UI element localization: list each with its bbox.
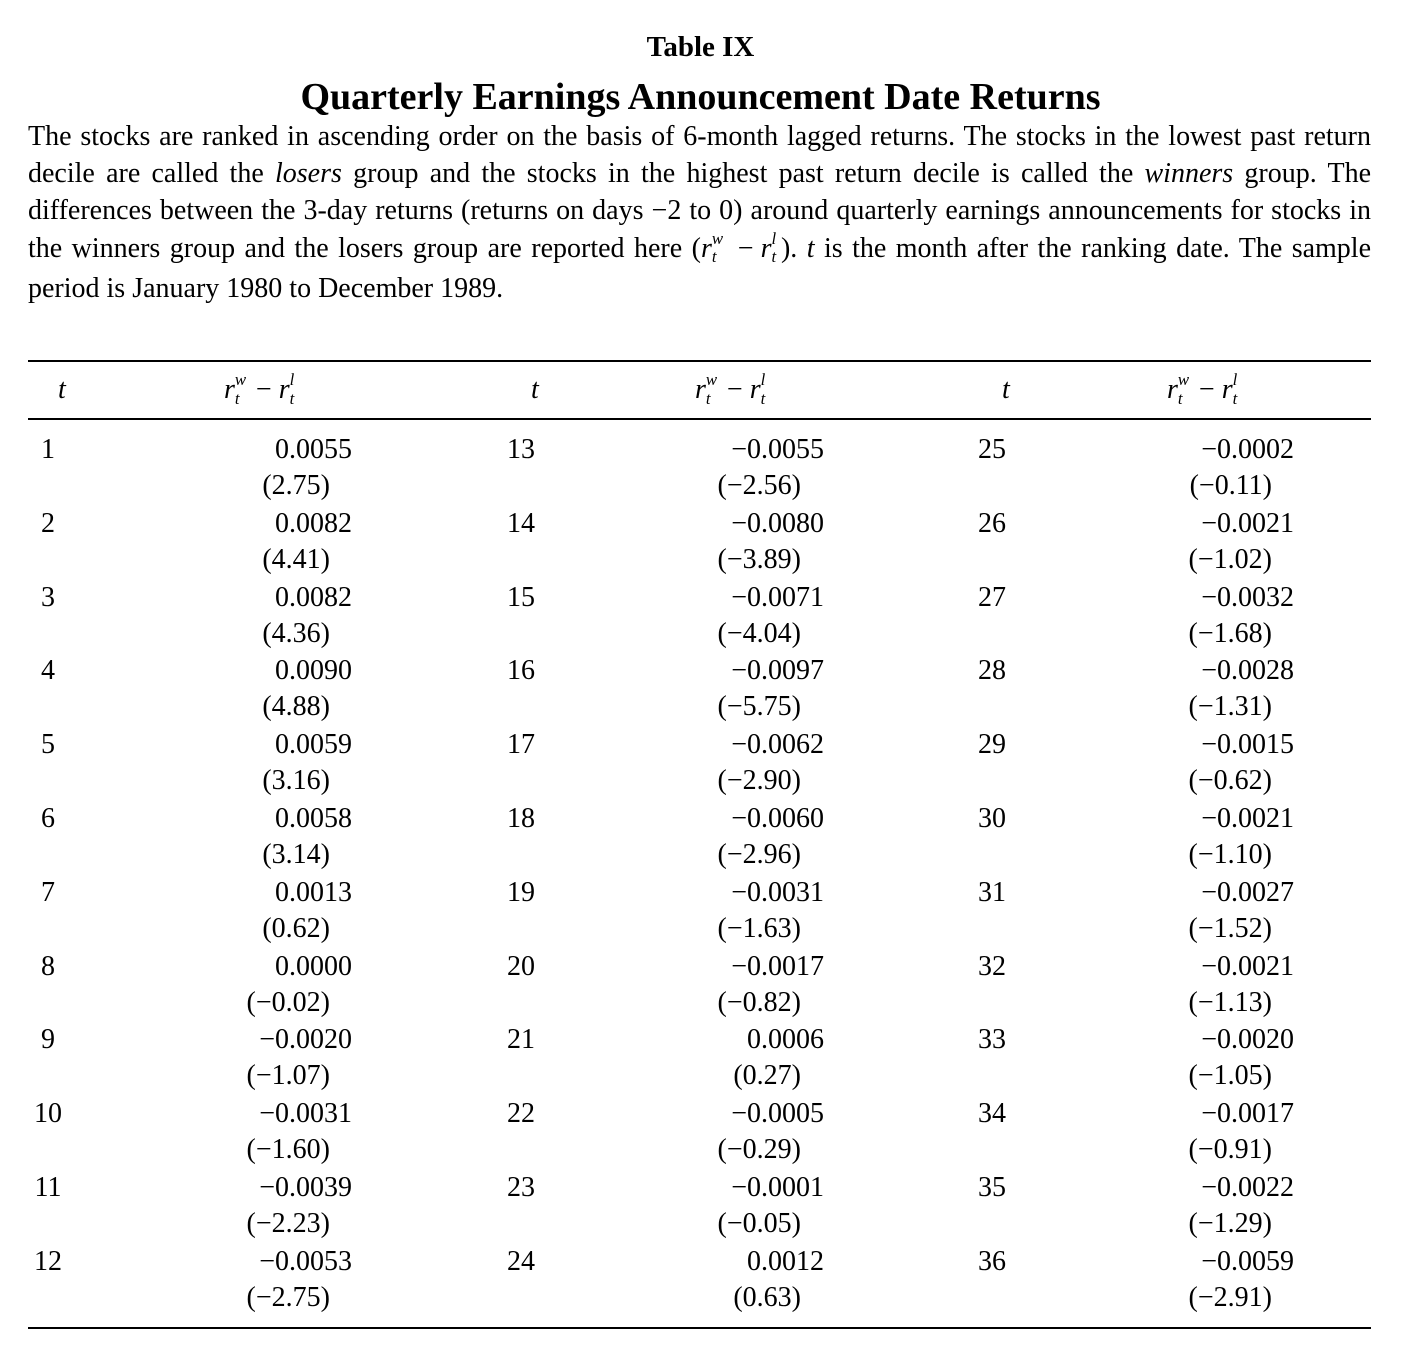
caption-text-4: ).: [780, 232, 807, 264]
top-rule: [28, 360, 1371, 362]
cell-t-statistic: (−0.82): [717, 986, 801, 1018]
cell-return-diff: −0.0020: [1201, 1024, 1294, 1056]
cell-t-statistic: (4.88): [262, 691, 330, 723]
cell-t-statistic: (−2.96): [717, 839, 801, 870]
cell-return-diff: −0.0060: [731, 803, 824, 834]
cell-t-statistic: (0.62): [262, 912, 330, 944]
cell-t-statistic: (−1.05): [1188, 1060, 1272, 1092]
cell-t: 16: [507, 655, 535, 687]
cell-t: 2: [41, 507, 55, 539]
cell-t: 33: [978, 1024, 1006, 1056]
header-t-2: t: [531, 374, 539, 405]
cell-t-statistic: (−5.75): [717, 691, 801, 723]
cell-t: 4: [41, 655, 55, 687]
header-diff-2: rwt − rlt: [695, 370, 766, 408]
cell-t: 26: [978, 507, 1006, 539]
cell-t: 25: [978, 434, 1006, 465]
cell-t-statistic: (−2.56): [717, 470, 801, 501]
cell-return-diff: −0.0028: [1201, 655, 1294, 687]
cell-t-statistic: (−0.29): [717, 1134, 801, 1166]
cell-t: 1: [41, 434, 55, 465]
cell-t-statistic: (4.36): [262, 617, 330, 649]
caption-winners-word: winners: [1144, 158, 1234, 190]
cell-t: 19: [507, 876, 535, 908]
cell-return-diff: −0.0053: [259, 1245, 352, 1277]
cell-t: 6: [41, 803, 55, 834]
cell-t: 15: [507, 581, 535, 613]
cell-t-statistic: (4.41): [262, 543, 330, 575]
cell-return-diff: −0.0031: [731, 876, 824, 908]
cell-return-diff: −0.0031: [259, 1098, 352, 1130]
cell-t: 12: [34, 1245, 62, 1277]
cell-return-diff: 0.0058: [275, 803, 352, 834]
cell-return-diff: 0.0082: [275, 507, 352, 539]
table-caption: [28, 118, 1371, 307]
cell-t-statistic: (−1.07): [246, 1060, 330, 1092]
cell-t-statistic: (0.63): [733, 1281, 801, 1313]
cell-t-statistic: (−1.13): [1188, 986, 1272, 1018]
cell-t: 14: [507, 507, 535, 539]
cell-t-statistic: (−1.52): [1188, 912, 1272, 944]
header-rule: [28, 418, 1371, 420]
cell-t-statistic: (3.16): [262, 765, 330, 797]
cell-t: 17: [507, 729, 535, 761]
cell-t: 20: [507, 950, 535, 982]
cell-t: 18: [507, 803, 535, 834]
cell-return-diff: −0.0039: [259, 1172, 352, 1203]
bottom-rule: [28, 1327, 1371, 1329]
cell-return-diff: −0.0020: [259, 1024, 352, 1056]
cell-t-statistic: (−2.23): [246, 1208, 330, 1239]
cell-t-statistic: (2.75): [262, 470, 330, 501]
cell-return-diff: −0.0002: [1201, 434, 1294, 465]
cell-return-diff: 0.0013: [275, 876, 352, 908]
cell-t: 13: [507, 434, 535, 465]
cell-return-diff: −0.0021: [1201, 507, 1294, 539]
cell-return-diff: −0.0001: [731, 1172, 824, 1203]
cell-t: 29: [978, 729, 1006, 761]
header-diff-1: rwt − rlt: [224, 370, 295, 408]
cell-t: 22: [507, 1098, 535, 1130]
cell-t-statistic: (−4.04): [717, 617, 801, 649]
cell-t: 7: [41, 876, 55, 908]
cell-t: 27: [978, 581, 1006, 613]
cell-return-diff: −0.0071: [731, 581, 824, 613]
cell-t: 36: [978, 1245, 1006, 1277]
cell-return-diff: 0.0055: [275, 434, 352, 465]
cell-t: 31: [978, 876, 1006, 908]
cell-return-diff: 0.0082: [275, 581, 352, 613]
cell-t-statistic: (−0.62): [1188, 765, 1272, 797]
cell-t: 11: [34, 1172, 62, 1203]
cell-t-statistic: (−1.63): [717, 912, 801, 944]
caption-text-5: is the month after the ranking date. The sample period is January 1980 to December 1989.: [28, 232, 1372, 304]
cell-return-diff: −0.0055: [731, 434, 824, 465]
caption-losers-word: losers: [275, 158, 342, 190]
cell-t: 10: [34, 1098, 62, 1130]
cell-t-statistic: (−2.75): [246, 1281, 330, 1313]
cell-return-diff: −0.0017: [1201, 1098, 1294, 1130]
cell-return-diff: −0.0021: [1201, 803, 1294, 834]
cell-t: 3: [41, 581, 55, 613]
cell-return-diff: 0.0059: [275, 729, 352, 761]
cell-t: 30: [978, 803, 1006, 834]
cell-return-diff: −0.0032: [1201, 581, 1294, 613]
header-t-1: t: [58, 374, 66, 405]
cell-t-statistic: (−2.90): [717, 765, 801, 797]
cell-t: 32: [978, 950, 1006, 982]
cell-return-diff: 0.0006: [747, 1024, 824, 1056]
table-title: Quarterly Earnings Announcement Date Returns: [300, 76, 1101, 118]
cell-t: 21: [507, 1024, 535, 1056]
cell-t: 28: [978, 655, 1006, 687]
cell-t-statistic: (−0.05): [717, 1208, 801, 1239]
cell-return-diff: −0.0097: [731, 655, 824, 687]
cell-t-statistic: (−1.10): [1188, 839, 1272, 870]
cell-t-statistic: (−1.68): [1188, 617, 1272, 649]
cell-t: 34: [978, 1098, 1006, 1130]
cell-t: 24: [507, 1245, 535, 1277]
cell-t-statistic: (−1.02): [1188, 543, 1272, 575]
cell-t-statistic: (−1.60): [246, 1134, 330, 1166]
cell-t-statistic: (−1.29): [1188, 1208, 1272, 1239]
cell-return-diff: −0.0059: [1201, 1245, 1294, 1277]
caption-text-3: group. The differences between the 3-day returns (returns on days −2 to 0) around quarterly earnings announcements for stocks in the winners group and the losers group are reported here (: [28, 158, 1371, 264]
cell-return-diff: 0.0090: [275, 655, 352, 687]
cell-t: 8: [41, 950, 55, 982]
cell-return-diff: −0.0022: [1201, 1172, 1294, 1203]
cell-t-statistic: (−0.02): [246, 986, 330, 1018]
caption-formula: rwt − rlt: [700, 229, 777, 267]
header-diff-3: rwt − rlt: [1167, 370, 1238, 408]
cell-t: 5: [41, 729, 55, 761]
caption-text-1: The stocks are ranked in ascending order on the basis of 6-month lagged returns. The stocks in the lowest past return decile are called the: [28, 121, 1371, 190]
cell-return-diff: −0.0005: [731, 1098, 824, 1130]
caption-text-2: group and the stocks in the highest past return decile is called the: [341, 158, 1145, 190]
cell-t-statistic: (0.27): [733, 1060, 801, 1092]
cell-t-statistic: (−1.31): [1188, 691, 1272, 723]
cell-return-diff: −0.0017: [731, 950, 824, 982]
cell-t: 35: [978, 1172, 1006, 1203]
cell-t-statistic: (−0.91): [1188, 1134, 1272, 1166]
cell-return-diff: −0.0080: [731, 507, 824, 539]
cell-return-diff: −0.0062: [731, 729, 824, 761]
caption-t-variable: t: [806, 232, 815, 264]
cell-return-diff: −0.0027: [1201, 876, 1294, 908]
cell-return-diff: 0.0000: [275, 950, 352, 982]
header-t-3: t: [1002, 374, 1010, 405]
cell-return-diff: 0.0012: [747, 1245, 824, 1277]
cell-t: 9: [41, 1024, 55, 1056]
cell-t-statistic: (−2.91): [1188, 1281, 1272, 1313]
cell-t-statistic: (3.14): [262, 839, 330, 870]
cell-return-diff: −0.0021: [1201, 950, 1294, 982]
cell-t-statistic: (−0.11): [1189, 470, 1272, 501]
cell-t-statistic: (−3.89): [717, 543, 801, 575]
cell-return-diff: −0.0015: [1201, 729, 1294, 761]
cell-t: 23: [507, 1172, 535, 1203]
table-label: Table IX: [646, 31, 755, 63]
